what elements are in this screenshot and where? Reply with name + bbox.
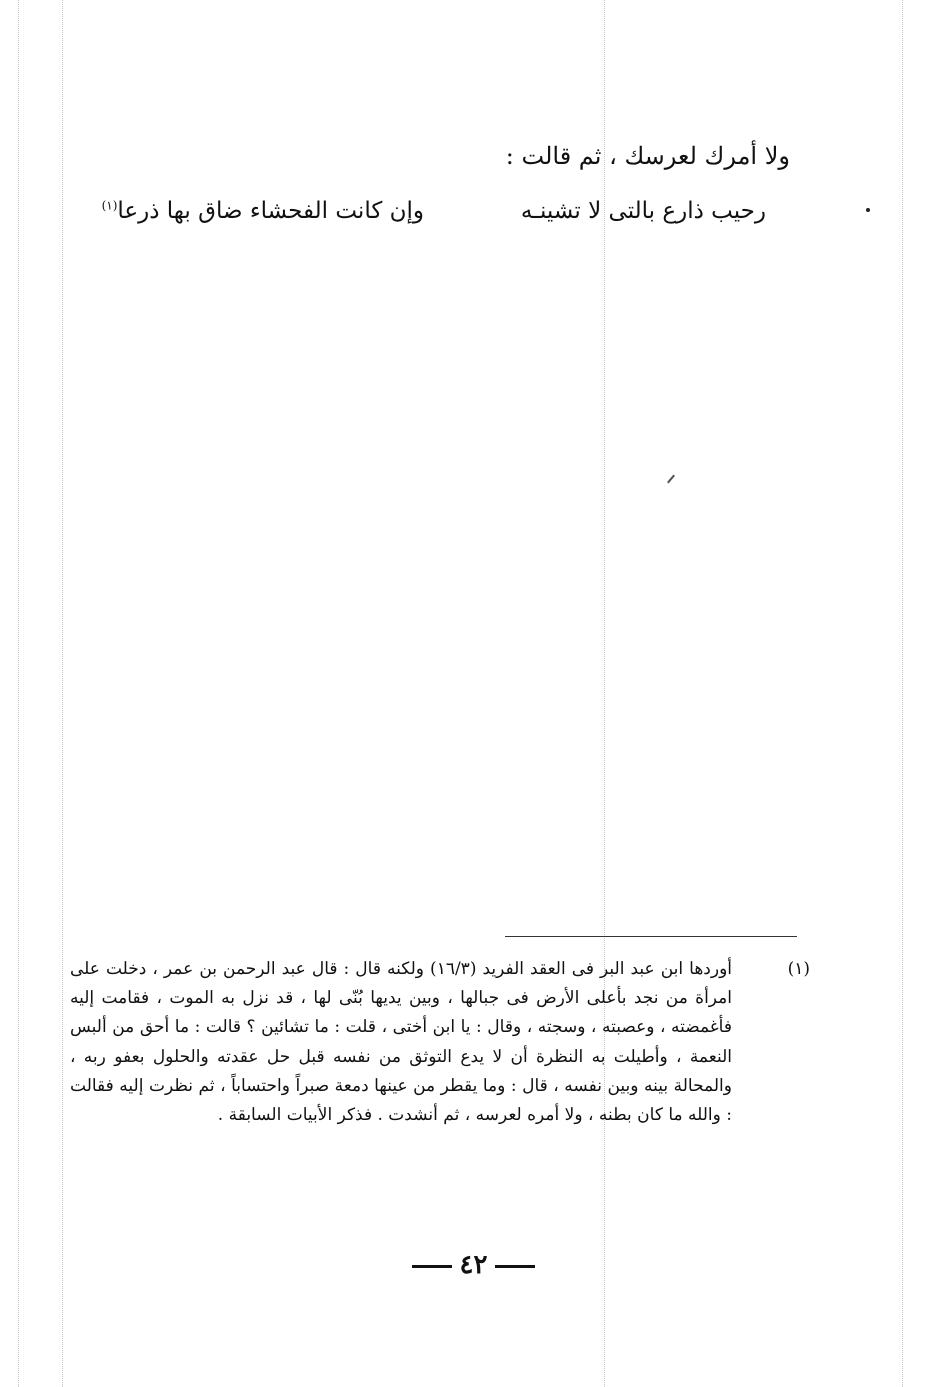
footnote-reference: (١) bbox=[101, 198, 118, 213]
scan-dotted-guide bbox=[18, 0, 19, 1387]
page-number-value: ٤٢ bbox=[459, 1250, 488, 1280]
scan-speck bbox=[667, 475, 675, 484]
intro-line: ولا أمرك لعرسك ، ثم قالت : bbox=[505, 142, 790, 170]
scan-dotted-guide bbox=[62, 0, 63, 1387]
verse-second-hemistich bbox=[102, 198, 424, 224]
page-number bbox=[0, 1250, 947, 1280]
verse-first-hemistich: رحيب ذارع بالتى لا تشينـه bbox=[520, 198, 766, 224]
footnote-text: أوردها ابن عبد البر فى العقد الفريد (١٦/٣) ولكنه قال : قال عبد الرحمن بن عمر ، دخلت على امرأة من نجد بأعلى الأرض فى جبالها ، وبين يديها بُنّى لها ، قد نزل به الموت ، فقامت إليه فأغمضته ، وعصبته ، وسجته ، وقال : يا ابن أختى ، قلت : ما تشائين ؟ قالت : ما أحق من ألبس النعمة ، وأطيلت به النظرة أن لا يدع التوثق من نفسه قبل حل عقدته والحلول بعفو ربه ، والمحالة بينه وبين نفسه ، قال : وما يقطر من عينها دمعة صبراً واحتساباً ، ثم نظرت إليه فقالت : والله ما كان بطنه ، ولا أمره لعرسه ، ثم أنشدت . فذكر الأبيات السابقة . bbox=[70, 959, 733, 1126]
verse-second-hemistich-text: وإن كانت الفحشاء ضاق بها ذرعا bbox=[117, 198, 424, 224]
poem-verse bbox=[66, 198, 766, 238]
footnote-number: (١) bbox=[787, 959, 810, 979]
footnote bbox=[70, 955, 810, 1130]
scan-dotted-guide bbox=[902, 0, 903, 1387]
footnote-separator bbox=[505, 936, 797, 937]
scan-speck bbox=[866, 208, 870, 212]
page-number-dash bbox=[412, 1265, 452, 1268]
page-number-dash bbox=[495, 1265, 535, 1268]
